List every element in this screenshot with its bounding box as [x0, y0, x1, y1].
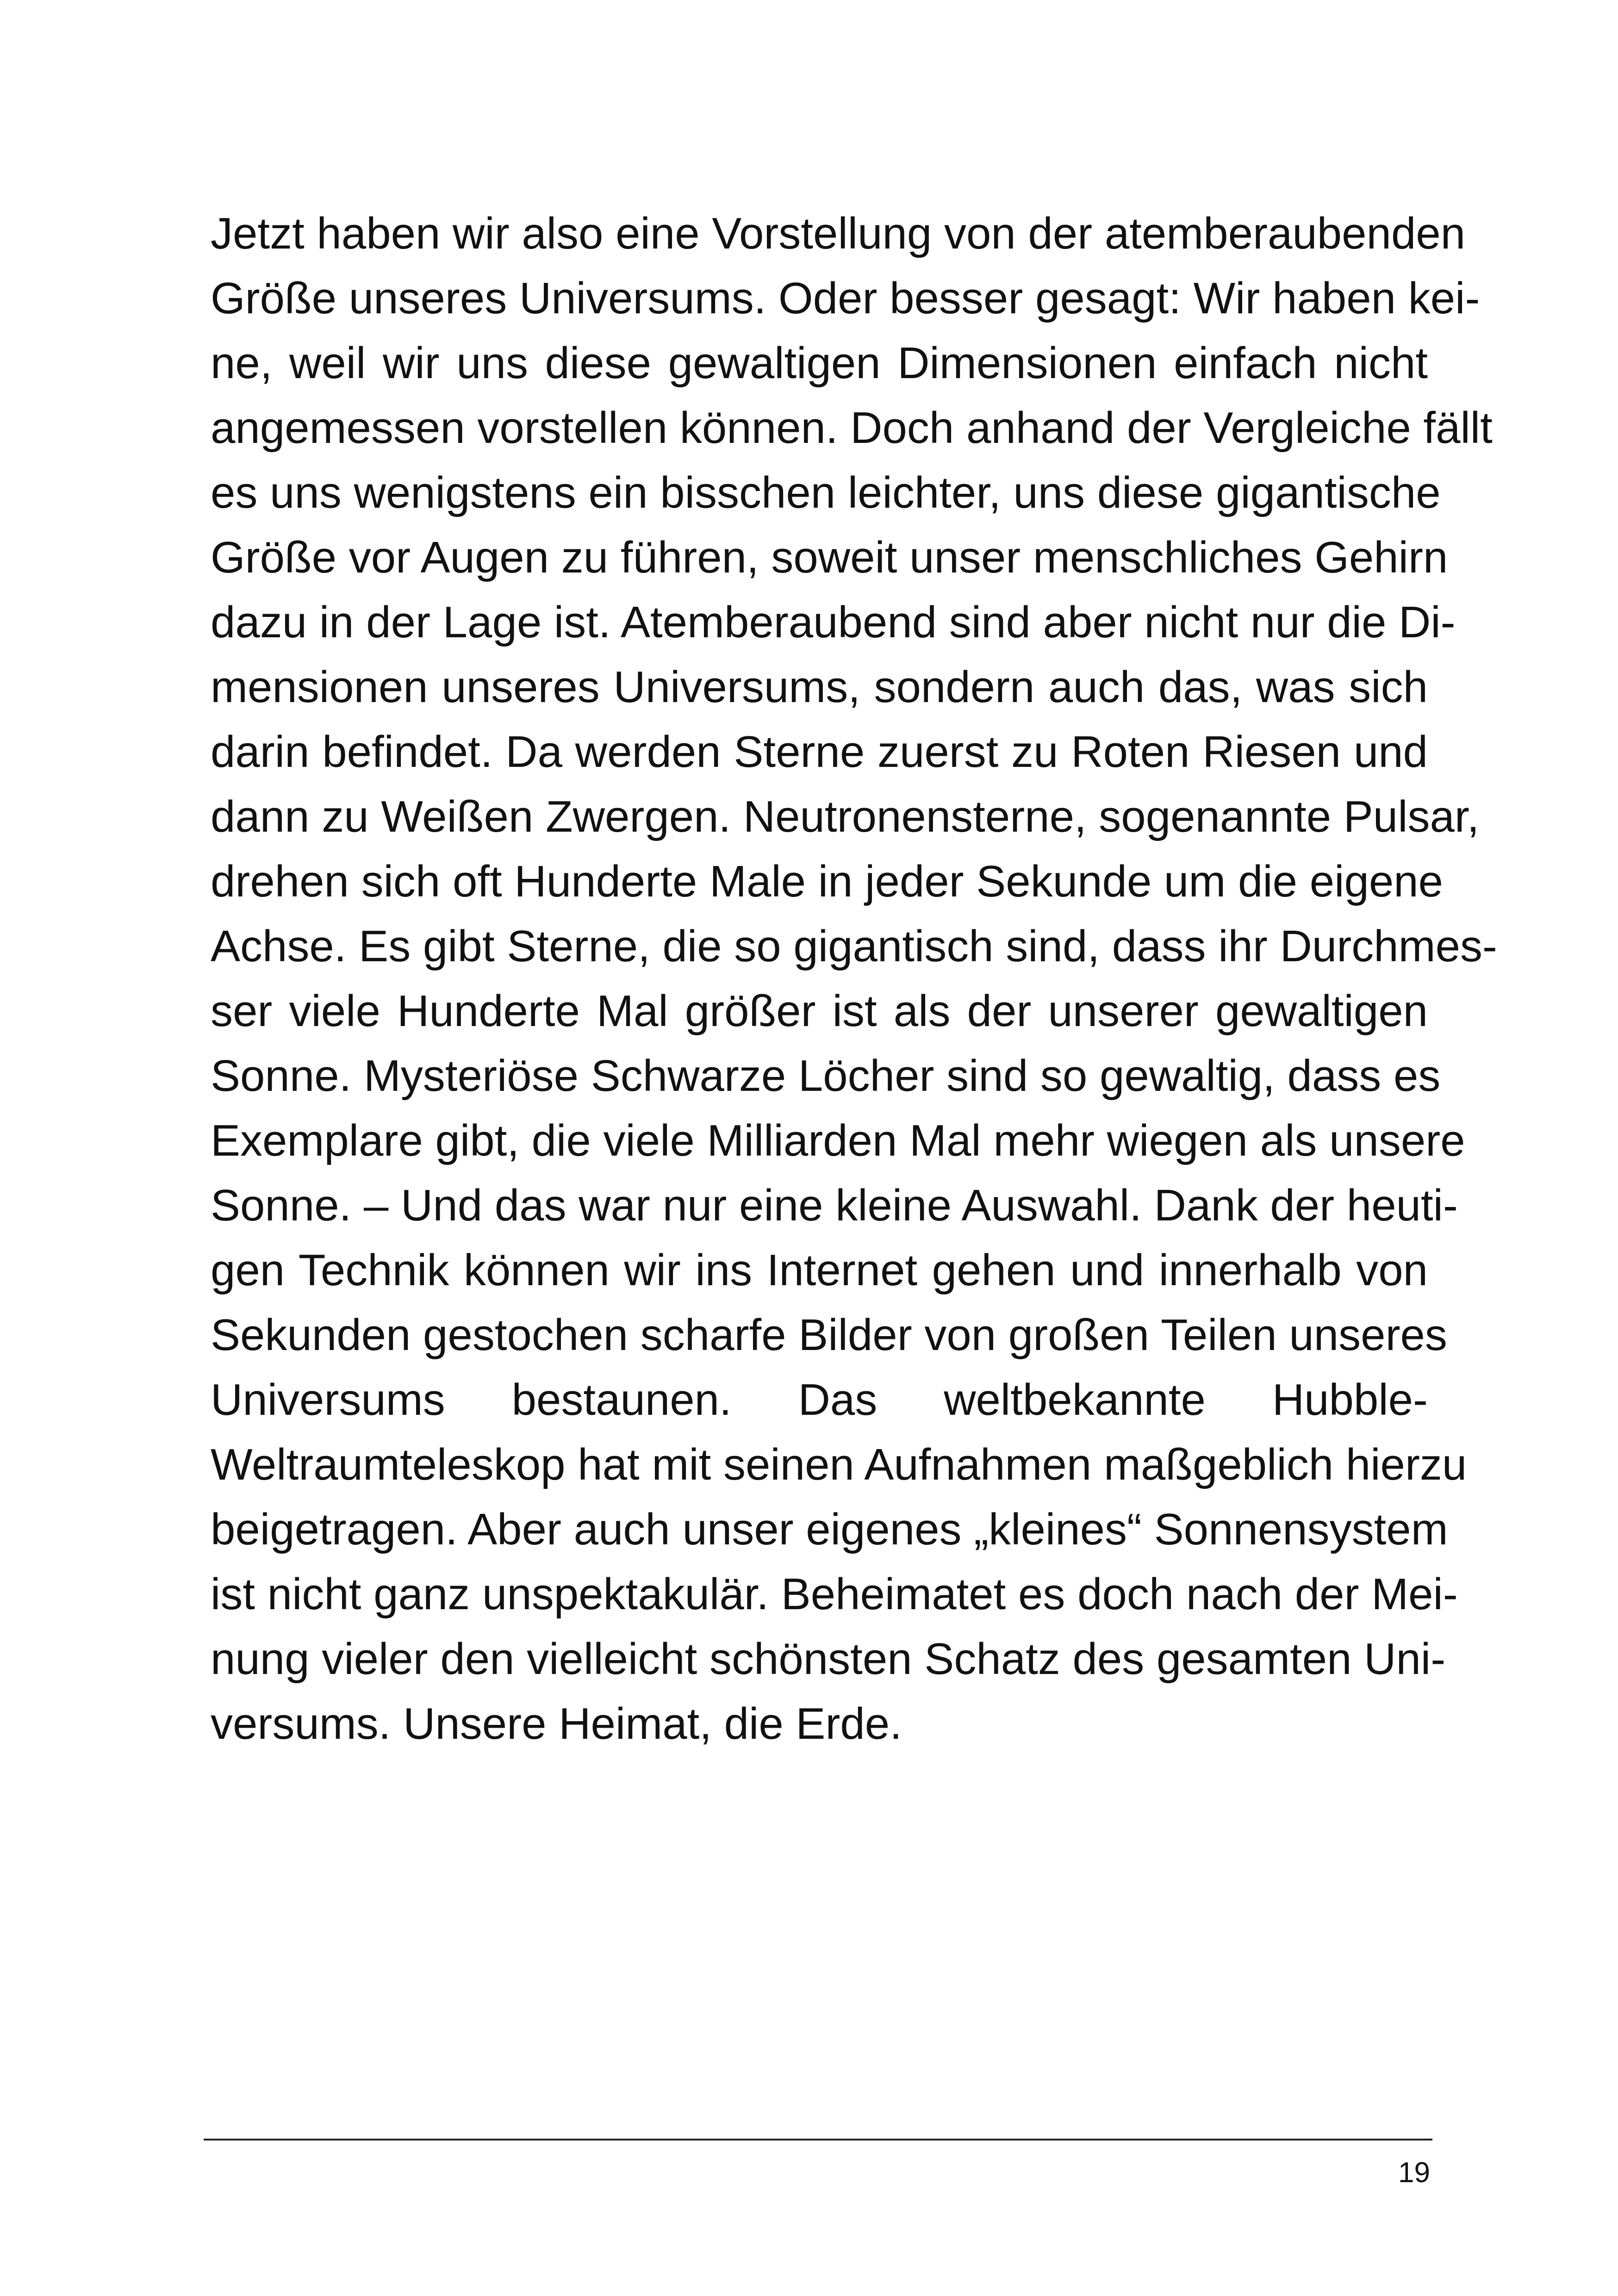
- text-line: Universums bestaunen. Das weltbekannte Hubble-: [211, 1375, 1428, 1425]
- text-line: Größe unseres Universums. Oder besser gesagt: Wir haben kei-: [211, 274, 1480, 323]
- text-line: Jetzt haben wir also eine Vorstellung von der atemberaubenden: [211, 209, 1466, 258]
- text-line: ser viele Hunderte Mal größer ist als der unserer gewaltigen: [211, 986, 1428, 1036]
- text-line: Sekunden gestochen scharfe Bilder von großen Teilen unseres: [211, 1310, 1447, 1360]
- text-line: mensionen unseres Universums, sondern auch das, was sich: [211, 662, 1428, 712]
- footer-divider: [204, 2139, 1432, 2140]
- text-line: darin befindet. Da werden Sterne zuerst zu Roten Riesen und: [211, 727, 1428, 777]
- text-line: drehen sich oft Hunderte Male in jeder Sekunde um die eigene: [211, 857, 1444, 906]
- text-line: ist nicht ganz unspektakulär. Beheimatet es doch nach der Mei-: [211, 1569, 1458, 1619]
- text-line: es uns wenigstens ein bisschen leichter, uns diese gigantische: [211, 468, 1441, 517]
- text-line: Sonne. Mysteriöse Schwarze Löcher sind so gewaltig, dass es: [211, 1051, 1441, 1101]
- text-line: Achse. Es gibt Sterne, die so gigantisch sind, dass ihr Durchmes-: [211, 921, 1497, 971]
- text-line: nung vieler den vielleicht schönsten Schatz des gesamten Uni-: [211, 1634, 1446, 1684]
- text-line: gen Technik können wir ins Internet gehen und innerhalb von: [211, 1245, 1428, 1295]
- text-line: beigetragen. Aber auch unser eigenes „kleines“ Sonnensystem: [211, 1505, 1448, 1554]
- text-line: Größe vor Augen zu führen, soweit unser menschliches Gehirn: [211, 533, 1448, 582]
- text-line: versums. Unsere Heimat, die Erde.: [211, 1699, 902, 1748]
- text-line: Exemplare gibt, die viele Milliarden Mal mehr wiegen als unsere: [211, 1116, 1465, 1165]
- text-line: ne, weil wir uns diese gewaltigen Dimensionen einfach nicht: [211, 338, 1428, 388]
- text-line: Weltraumteleskop hat mit seinen Aufnahmen maßgeblich hierzu: [211, 1440, 1467, 1489]
- body-paragraph: [211, 201, 1497, 1756]
- text-line: dann zu Weißen Zwergen. Neutronensterne, sogenannte Pulsar,: [211, 792, 1480, 841]
- page-number: 19: [1398, 2157, 1430, 2189]
- text-line: angemessen vorstellen können. Doch anhand der Vergleiche fällt: [211, 403, 1493, 453]
- text-line: Sonne. – Und das war nur eine kleine Auswahl. Dank der heuti-: [211, 1181, 1458, 1230]
- text-line: dazu in der Lage ist. Atemberaubend sind aber nicht nur die Di-: [211, 597, 1456, 647]
